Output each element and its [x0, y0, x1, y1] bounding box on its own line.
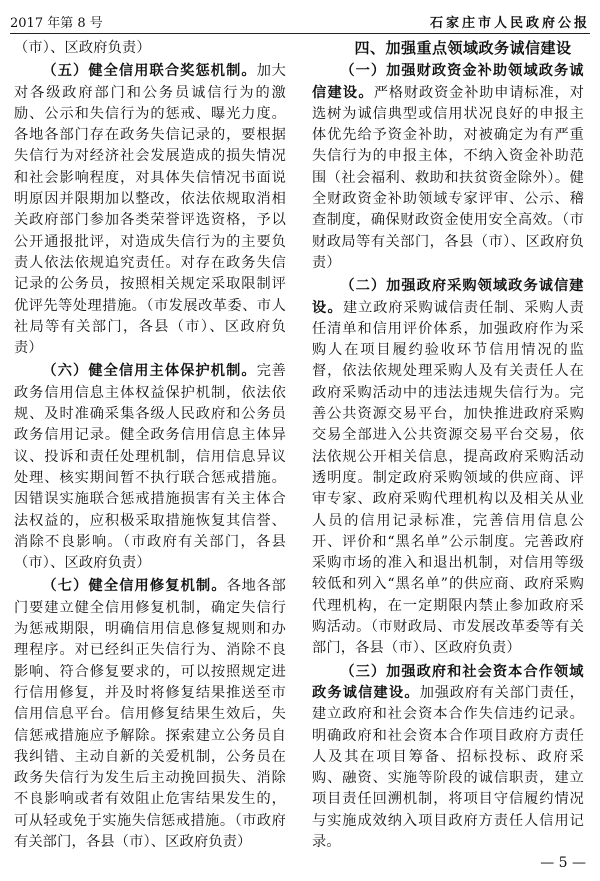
issue-label: 2017 年第 8 号	[10, 15, 103, 31]
paragraph-credit-joint-rewards: （五）健全信用联合奖惩机制。加大对各级政府部门和公务员诚信行为的激励、公示和失信行为的惩戒、曝光力度。各地各部门存在政务失信记录的，要根据失信行为对经济社会发展造成的损失情况和社会影响程度，对具体失信情况书面说明原因并限期加以整改，依法依规取消相关政府部门参加各类荣誉评选资格，予以公开通报批评，对造成失信行为的主要负责人依法依规追究责任。对存在政务失信记录的公务员，按照相关规定采取限制评优评先等处理措施。（市发展改革委、市人社局等有关部门，各县（市）、区政府负责）	[14, 63, 286, 357]
paragraph-lead: （七）健全信用修复机制。	[42, 578, 227, 595]
publication-title: 石家庄市人民政府公报	[429, 15, 590, 31]
paragraph-ppp: （三）加强政府和社会资本合作领域政务诚信建设。加强政府有关部门责任，建立政府和社会资本合作失信违约记录。明确政府和社会资本合作项目政府方责任人及其在项目筹备、招标投标、政府采购、融资、实施等阶段的诚信职责，建立项目责任回溯机制，将项目守信履约情况与实施成效纳入项目政府方责任人信用记录。	[312, 663, 585, 850]
paragraph-lead: （二）加强政府采购领域政务诚信建设。	[312, 278, 584, 316]
paragraph-lead: （六）健全信用主体保护机制。	[42, 363, 257, 380]
continuation-paragraph: （市）、区政府负责）	[14, 40, 151, 56]
paragraph-lead: （一）加强财政资金补助领域政务诚信建设。	[312, 63, 584, 101]
paragraph-government-procurement: （二）加强政府采购领域政务诚信建设。建立政府采购诚信责任制、采购人责任清单和信用评价体系，加强政府作为采购人在项目履约验收环节信用情况的监督，依法依规处理采购人及有关责任人在政府采购活动中的违法违规失信行为。完善公共资源交易平台，加快推进政府采购交易全部进入公共资源交易平台交易，依法依规公开相关信息，提高政府采购活动透明度。制定政府采购领域的供应商、评审专家、政府采购代理机构以及相关从业人员的信用记录标准，完善信用信息公开、评价和“黑名单”公示制度。完善政府采购市场的准入和退出机制，对信用等级较低和列入“黑名单”的供应商、政府采购代理机构，在一定期限内禁止参加政府采购活动。（市财政局、市发展改革委等有关部门，各县（市）、区政府负责）	[312, 278, 584, 657]
paragraph-fiscal-subsidy: （一）加强财政资金补助领域政务诚信建设。严格财政资金补助申请标准，对选树为诚信典型或信用状况良好的申报主体优先给予资金补助，对被确定为有严重失信行为的申报主体，不纳入资金补助范围（社会福利、救助和扶贫资金除外）。健全财政资金补助领域专家评审、公示、稽查制度，确保财政资金使用安全高效。（市财政局等有关部门，各县（市）、区政府负责）	[312, 63, 584, 271]
page-number: — 5 —	[540, 855, 586, 871]
paragraph-lead: （五）健全信用联合奖惩机制。	[42, 63, 257, 80]
paragraph-lead: （三）加强政府和社会资本合作领域政务诚信建设。	[312, 663, 584, 701]
page-header	[10, 8, 590, 34]
right-column	[312, 38, 584, 853]
left-column	[14, 38, 286, 853]
paragraph-credit-repair: （七）健全信用修复机制。各地各部门要建立健全信用修复机制，确定失信行为惩戒期限，明确信用信息修复规则和办理程序。对已经纠正失信行为、消除不良影响、符合修复要求的，可以按照规定进行信用修复，并及时将修复结果推送至市信用信息平台。信用修复结果生效后，失信惩戒措施应予解除。探索建立公务员自我纠错、主动自新的关爱机制，公务员在政务失信行为发生后主动挽回损失、消除不良影响或者有效阻止危害结果发生的，可从轻或免于实施失信惩戒措施。（市政府有关部门，各县（市）、区政府负责）	[14, 578, 286, 850]
paragraph-credit-subject-protection: （六）健全信用主体保护机制。完善政务信用信息主体权益保护机制，依法依规、及时准确采集各级人民政府和公务员政务信用记录。健全政务信用信息主体异议、投诉和责任处理机制，信用信息异议处理、核实期间暂不执行联合惩戒措施。因错误实施联合惩戒措施损害有关主体合法权益的，应积极采取措施恢复其信誉、消除不良影响。（市政府有关部门，各县（市）、区政府负责）	[14, 363, 286, 572]
section-title: 四、加强重点领域政务诚信建设	[354, 39, 572, 57]
header-rule	[10, 33, 590, 34]
